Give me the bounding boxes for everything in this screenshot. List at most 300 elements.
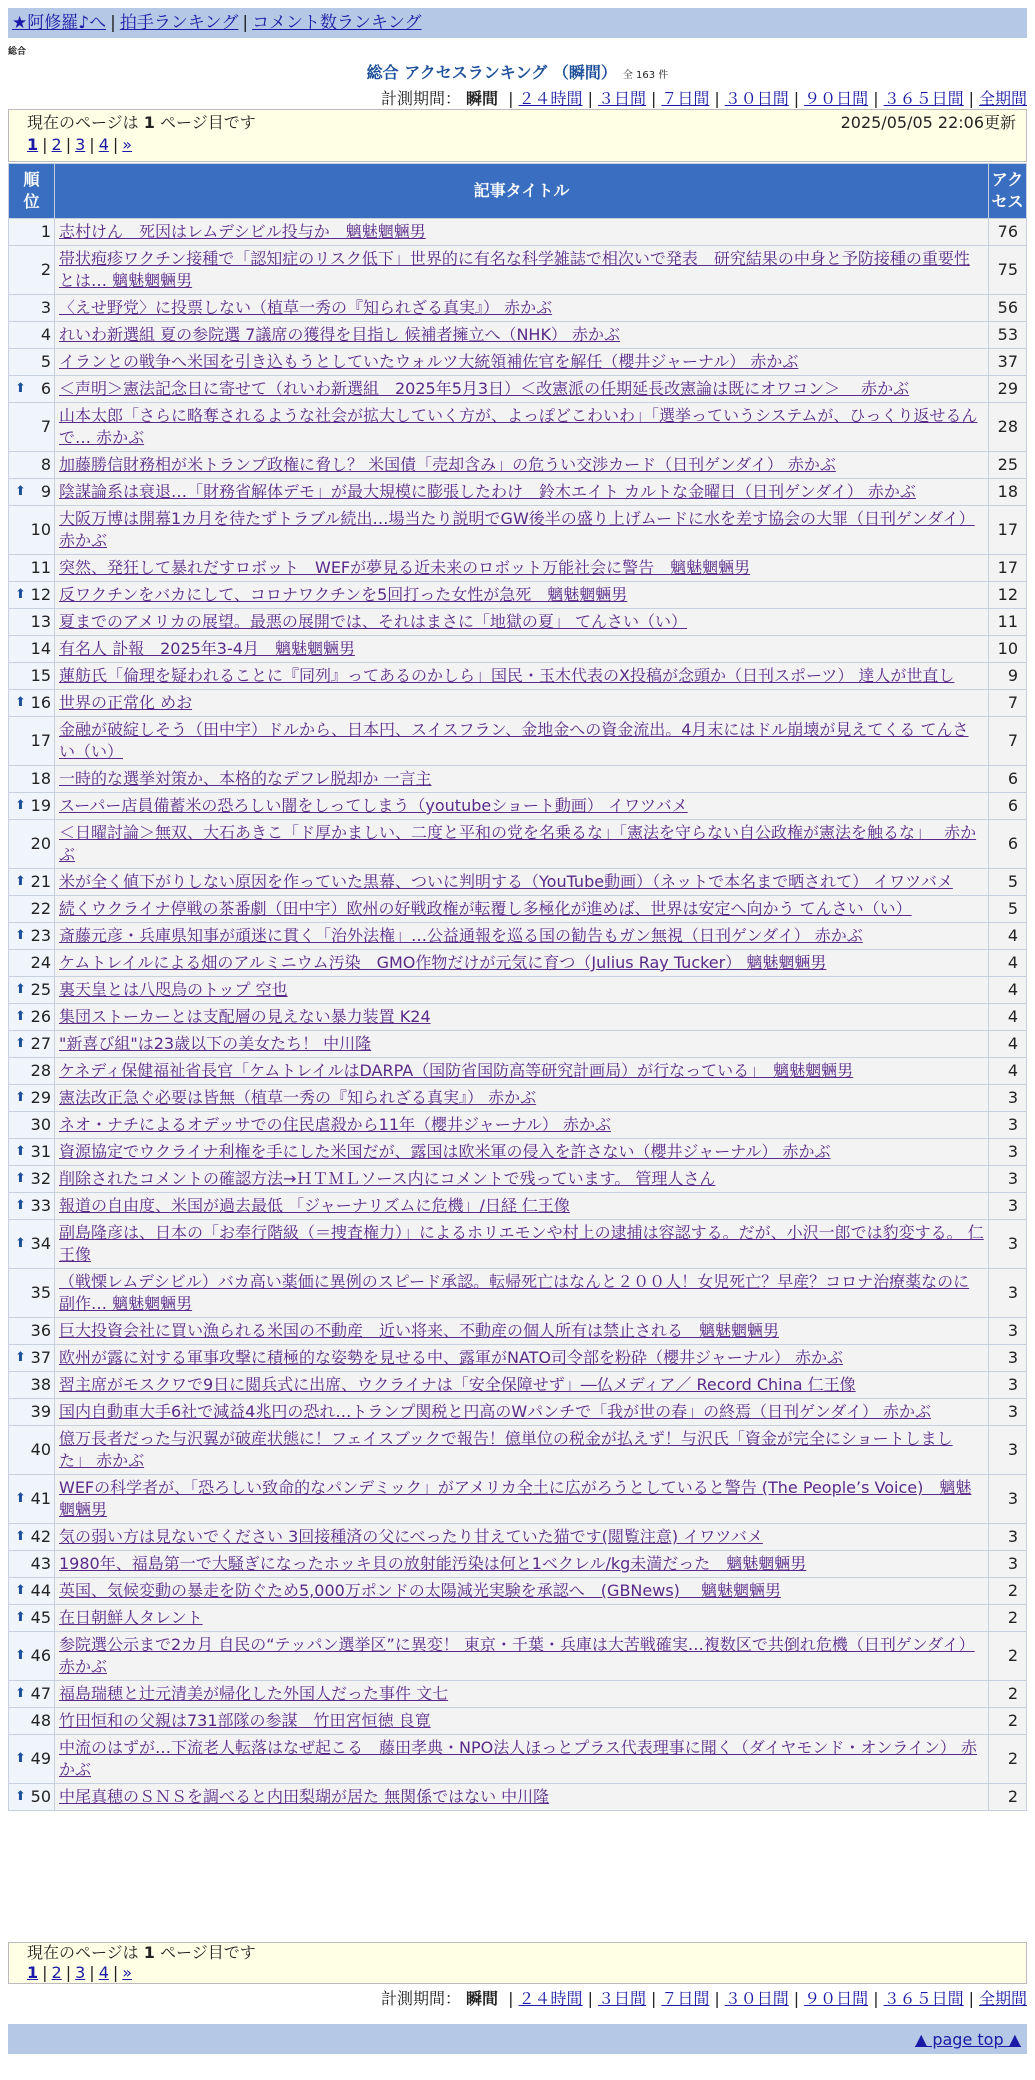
rank-up-arrow-icon: ⬆ (15, 484, 26, 499)
title-cell (55, 246, 989, 295)
article-link[interactable]: 巨大投資会社に買い漁られる米国の不動産 近い将来、不動産の個人所有は禁止される 魑魅魍魎男 (59, 1321, 780, 1340)
rank-cell (9, 479, 55, 506)
rank-cell (9, 977, 55, 1004)
period-link[interactable]: ３０日間 (724, 89, 789, 108)
title-cell (55, 452, 989, 479)
clap-ranking-link[interactable]: 拍手ランキング (119, 13, 239, 33)
access-column-header: アクセス (989, 164, 1027, 219)
rank-up-arrow-icon: ⬆ (15, 1009, 26, 1024)
rank-number: 48 (30, 1711, 51, 1730)
ranking-row (9, 349, 1027, 376)
pager-separator: | (42, 1963, 48, 1982)
rank-number: 19 (30, 796, 51, 815)
ranking-row (9, 717, 1027, 766)
rank-number: 2 (40, 260, 51, 279)
rank-up-arrow-icon: ⬆ (15, 1198, 26, 1213)
article-link[interactable]: ＜声明＞憲法記念日に寄せて（れいわ新選組 2025年5月3日）＜改憲派の任期延長改憲論は既にオワコン＞ 赤かぶ (59, 379, 910, 398)
title-cell (55, 636, 989, 663)
access-count: 56 (989, 295, 1027, 322)
rank-cell (9, 1166, 55, 1193)
title-cell (55, 1524, 989, 1551)
title-cell (55, 609, 989, 636)
access-count: 28 (989, 403, 1027, 452)
page-link-3[interactable]: 3 (75, 1963, 86, 1982)
access-count: 75 (989, 246, 1027, 295)
title-cell (55, 506, 989, 555)
article-link[interactable]: 英国、気候変動の暴走を防ぐため5,000万ポンドの太陽減光実験を承認へ (GBNews) 魑魅魍魎男 (59, 1581, 781, 1600)
rank-up-arrow-icon: ⬆ (15, 928, 26, 943)
rank-up-arrow-icon: ⬆ (15, 1751, 26, 1766)
title-cell (55, 322, 989, 349)
page-link-3[interactable]: 3 (75, 135, 86, 154)
ranking-row (9, 376, 1027, 403)
title-cell (55, 1220, 989, 1269)
rank-number: 35 (30, 1283, 51, 1302)
ranking-row (9, 1524, 1027, 1551)
rank-up-arrow-icon: ⬆ (15, 1350, 26, 1365)
ranking-row (9, 219, 1027, 246)
page-status: 現在のページは 1 ページ目です (27, 1943, 256, 1962)
rank-column-header: 順位 (9, 164, 55, 219)
title-cell (55, 1399, 989, 1426)
article-link[interactable]: 欧州が露に対する軍事攻撃に積極的な姿勢を見せる中、露軍がNATO司令部を粉砕（櫻井ジャーナル） 赤かぶ (59, 1348, 844, 1367)
ranking-row (9, 1058, 1027, 1085)
title-cell (55, 923, 989, 950)
title-cell (55, 1708, 989, 1735)
article-link[interactable]: れいわ新選組 夏の参院選 7議席の獲得を目指し 候補者擁立へ（NHK） 赤かぶ (59, 325, 621, 344)
article-link[interactable]: 副島隆彦は、日本の「お奉行階級（＝捜査権力）」によるホリエモンや村上の逮捕は容認する。だが、小沢一郎では豹変する。 仁王像 (59, 1223, 984, 1264)
ranking-row (9, 1681, 1027, 1708)
ranking-row (9, 950, 1027, 977)
title-cell (55, 376, 989, 403)
title-cell (55, 1345, 989, 1372)
title-cell (55, 869, 989, 896)
rank-number: 17 (30, 731, 51, 750)
article-link[interactable]: 蓮舫氏「倫理を疑われることに『同列』ってあるのかしら」国民・玉木代表のX投稿が念頭か（日刊スポーツ） 達人が世直し (59, 666, 955, 685)
period-link[interactable]: ３６５日間 (883, 89, 964, 108)
rank-cell (9, 636, 55, 663)
rank-number: 28 (30, 1061, 51, 1080)
access-count: 5 (989, 896, 1027, 923)
access-count: 4 (989, 1004, 1027, 1031)
top-nav-bar (8, 8, 1027, 38)
rank-number: 49 (30, 1749, 51, 1768)
next-page-link[interactable]: » (122, 135, 133, 154)
rank-cell (9, 582, 55, 609)
pager-separator: | (89, 135, 95, 154)
page-info-top (8, 109, 1027, 162)
article-link[interactable]: 億万長者だった与沢翼が破産状態に！フェイスブックで報告！億単位の税金が払えず！与沢氏「資金が完全にショートしました」 赤かぶ (59, 1429, 953, 1470)
article-link[interactable]: イランとの戦争へ米国を引き込もうとしていたウォルツ大統領補佐官を解任（櫻井ジャーナル） 赤かぶ (59, 352, 799, 371)
article-link[interactable]: 世界の正常化 めお (59, 693, 193, 712)
updated-timestamp: 2025/05/05 22:06更新 (840, 113, 1016, 132)
page-link-4[interactable]: 4 (98, 135, 109, 154)
next-page-link[interactable]: » (122, 1963, 133, 1982)
article-link[interactable]: ＜日曜討論＞無双、大石あきこ「ド厚かましい、二度と平和の党を名乗るな」「憲法を守らない自公政権が憲法を触るな」 赤かぶ (59, 823, 977, 864)
rank-cell (9, 1085, 55, 1112)
article-link[interactable]: 資源協定でウクライナ利権を手にした米国だが、露国は欧米軍の侵入を許さない（櫻井ジャーナル） 赤かぶ (59, 1142, 831, 1161)
article-link[interactable]: 参院選公示まで2カ月 自民の“テッパン選挙区”に異変！ 東京・千葉・兵庫は大苦戦確実…複数区で共倒れ危機（日刊ゲンダイ） 赤かぶ (59, 1635, 975, 1676)
pager-separator: | (112, 135, 119, 154)
article-link[interactable]: 志村けん 死因はレムデシビル投与か 魑魅魍魎男 (59, 222, 426, 241)
article-link[interactable]: "新喜び組"は23歳以下の美女たち！ 中川隆 (59, 1034, 372, 1053)
ranking-row (9, 1372, 1027, 1399)
title-cell (55, 1031, 989, 1058)
rank-number: 40 (30, 1440, 51, 1459)
rank-cell (9, 1345, 55, 1372)
access-count: 4 (989, 1031, 1027, 1058)
article-link[interactable]: ケムトレイルによる畑のアルミニウム汚染 GMO作物だけが元気に育つ（Julius Ray Tucker） 魑魅魍魎男 (59, 953, 827, 972)
article-link[interactable]: 裏天皇とは八咫烏のトップ 空也 (59, 980, 288, 999)
bottom-bar (8, 2024, 1027, 2054)
rank-number: 3 (40, 298, 51, 317)
page-link-1[interactable]: 1 (27, 1963, 39, 1982)
period-separator: | (793, 89, 800, 108)
rank-cell (9, 663, 55, 690)
rank-cell (9, 690, 55, 717)
rank-number: 33 (30, 1196, 51, 1215)
article-link[interactable]: 夏までのアメリカの展望。最悪の展開では、それはまさに「地獄の夏」 てんさい（い） (59, 612, 687, 631)
period-link[interactable]: ３日間 (597, 1989, 646, 2008)
ranking-row (9, 1345, 1027, 1372)
access-count: 12 (989, 582, 1027, 609)
rank-cell (9, 609, 55, 636)
ranking-row (9, 555, 1027, 582)
total-count: 全 163 件 (622, 70, 669, 81)
access-count: 3 (989, 1318, 1027, 1345)
rank-up-arrow-icon: ⬆ (15, 1648, 26, 1663)
title-cell (55, 950, 989, 977)
rank-cell (9, 1551, 55, 1578)
pagination (27, 1963, 1016, 1983)
rank-number: 22 (30, 899, 51, 918)
article-link[interactable]: 集団ストーカーとは支配層の見えない暴力装置 K24 (59, 1007, 431, 1026)
ranking-row (9, 1426, 1027, 1475)
ranking-row (9, 1269, 1027, 1318)
ranking-row (9, 506, 1027, 555)
nav-separator: | (110, 13, 116, 33)
access-count: 17 (989, 555, 1027, 582)
ranking-row (9, 609, 1027, 636)
title-cell (55, 1681, 989, 1708)
article-link[interactable]: 反ワクチンをバカにして、コロナワクチンを5回打った女性が急死 魑魅魍魎男 (59, 585, 628, 604)
ranking-row (9, 1399, 1027, 1426)
rank-number: 5 (40, 352, 51, 371)
article-link[interactable]: 報道の自由度、米国が過去最低 「ジャーナリズムに危機」/日経 仁王像 (59, 1196, 570, 1215)
rank-number: 27 (30, 1034, 51, 1053)
page-top-link[interactable]: ▲ page top ▲ (914, 2030, 1021, 2049)
period-link[interactable]: ７日間 (661, 89, 710, 108)
period-link[interactable]: ２４時間 (518, 89, 583, 108)
ranking-row (9, 1085, 1027, 1112)
title-cell (55, 1085, 989, 1112)
rank-number: 8 (40, 455, 51, 474)
rank-number: 14 (30, 639, 51, 658)
rank-number: 15 (30, 666, 51, 685)
ranking-row (9, 663, 1027, 690)
access-count: 6 (989, 766, 1027, 793)
period-link[interactable]: ７日間 (661, 1989, 710, 2008)
period-separator: | (714, 89, 720, 108)
ranking-row (9, 1031, 1027, 1058)
rank-cell (9, 1426, 55, 1475)
rank-number: 34 (30, 1234, 51, 1253)
article-link[interactable]: 竹田恒和の父親は731部隊の参謀 竹田宮恒徳 良寛 (59, 1711, 431, 1730)
access-count: 4 (989, 1058, 1027, 1085)
title-cell (55, 582, 989, 609)
article-link[interactable]: （戦慄レムデシビル）バカ高い薬価に異例のスピード承認。転帰死亡はなんと２００人！女児死亡？早産？コロナ治療薬なのに副作… 魑魅魍魎男 (59, 1272, 970, 1313)
article-link[interactable]: 憲法改正急ぐ必要は皆無（植草一秀の『知られざる真実』） 赤かぶ (59, 1088, 537, 1107)
page-info-bottom (8, 1942, 1027, 1984)
rank-up-arrow-icon: ⬆ (15, 587, 26, 602)
title-cell (55, 295, 989, 322)
period-separator: | (508, 89, 514, 108)
title-cell (55, 793, 989, 820)
access-count: 3 (989, 1399, 1027, 1426)
rank-number: 32 (30, 1169, 51, 1188)
access-count: 3 (989, 1269, 1027, 1318)
page-status: 現在のページは 1 ページ目です (27, 113, 256, 132)
article-link[interactable]: 福島瑞穂と辻元清美が帰化した外国人だった事件 文七 (59, 1684, 449, 1703)
article-link[interactable]: 帯状疱疹ワクチン接種で「認知症のリスク低下」世界的に有名な科学雑誌で相次いで発表 研究結果の中身と予防接種の重要性とは… 魑魅魍魎男 (59, 249, 970, 290)
title-cell (55, 1166, 989, 1193)
rank-up-arrow-icon: ⬆ (15, 798, 26, 813)
rank-number: 30 (30, 1115, 51, 1134)
rank-up-arrow-icon: ⬆ (15, 1090, 26, 1105)
rank-up-arrow-icon: ⬆ (15, 1491, 26, 1506)
access-count: 37 (989, 349, 1027, 376)
rank-up-arrow-icon: ⬆ (15, 1036, 26, 1051)
title-cell (55, 1193, 989, 1220)
article-link[interactable]: 一時的な選挙対策か、本格的なデフレ脱却か 一言主 (59, 769, 432, 788)
rank-cell (9, 555, 55, 582)
title-cell (55, 1139, 989, 1166)
ranking-row (9, 1735, 1027, 1784)
rank-number: 47 (30, 1684, 51, 1703)
article-link[interactable]: 金融が破綻しそう（田中宇）ドルから、日本円、スイスフラン、金地金への資金流出。4月末にはドル崩壊が見えてくる てんさい（い） (59, 720, 969, 761)
access-count: 53 (989, 322, 1027, 349)
pager-separator: | (42, 135, 48, 154)
title-cell (55, 1318, 989, 1345)
title-cell (55, 1551, 989, 1578)
access-count: 3 (989, 1220, 1027, 1269)
period-link[interactable]: ９０日間 (804, 89, 869, 108)
article-link[interactable]: WEFの科学者が、「恐ろしい致命的なパンデミック」がアメリカ全土に広がろうとしていると警告 (The People’s Voice) 魑魅魍魎男 (59, 1478, 972, 1519)
rank-number: 29 (30, 1088, 51, 1107)
site-home-link[interactable]: ★阿修羅♪へ (12, 13, 107, 33)
access-count: 11 (989, 609, 1027, 636)
period-separator: | (650, 1989, 657, 2008)
title-cell (55, 1426, 989, 1475)
ranking-row (9, 636, 1027, 663)
rank-cell (9, 1578, 55, 1605)
period-separator: | (968, 89, 974, 108)
rank-cell (9, 1004, 55, 1031)
article-link[interactable]: 加藤勝信財務相が米トランプ政権に脅し？ 米国債「売却含み」の危うい交渉カード（日刊ゲンダイ） 赤かぶ (59, 455, 836, 474)
rank-number: 24 (30, 953, 51, 972)
period-selector-top (381, 86, 1027, 109)
comment-ranking-link[interactable]: コメント数ランキング (252, 13, 422, 33)
article-link[interactable]: 中尾真穂のＳＮＳを調べると内田梨瑚が居た 無関係ではない 中川隆 (59, 1787, 550, 1806)
rank-cell (9, 869, 55, 896)
ranking-row (9, 766, 1027, 793)
article-link[interactable]: 在日朝鮮人タレント (59, 1608, 203, 1627)
page-link-2[interactable]: 2 (51, 135, 62, 154)
access-count: 3 (989, 1112, 1027, 1139)
rank-number: 43 (30, 1554, 51, 1573)
rank-cell (9, 1031, 55, 1058)
rank-number: 16 (30, 693, 51, 712)
access-count: 3 (989, 1345, 1027, 1372)
rank-up-arrow-icon: ⬆ (15, 1789, 26, 1804)
pager-separator: | (112, 1963, 119, 1982)
article-link[interactable]: 〈えせ野党〉に投票しない（植草一秀の『知られざる真実』） 赤かぶ (59, 298, 553, 317)
access-count: 2 (989, 1681, 1027, 1708)
access-count: 3 (989, 1372, 1027, 1399)
ranking-row (9, 1166, 1027, 1193)
article-link[interactable]: 米が全く値下がりしない原因を作っていた黒幕、ついに判明する（YouTube動画）（ネットで本名まで晒されて） イワツバメ (59, 872, 953, 891)
rank-cell (9, 923, 55, 950)
access-count: 2 (989, 1632, 1027, 1681)
rank-cell (9, 452, 55, 479)
article-link[interactable]: 陰謀論系は衰退…「財務省解体デモ」が最大規模に膨張したわけ 鈴木エイト カルトな金曜日（日刊ゲンダイ） 赤かぶ (59, 482, 916, 501)
rank-cell (9, 1475, 55, 1524)
rank-cell (9, 1681, 55, 1708)
article-link[interactable]: 突然、発狂して暴れだすロボット WEFが夢見る近未来のロボット万能社会に警告 魑魅魍魎男 (59, 558, 751, 577)
rank-number: 26 (30, 1007, 51, 1026)
period-separator: | (508, 1989, 514, 2008)
rank-up-arrow-icon: ⬆ (15, 1686, 26, 1701)
title-cell (55, 896, 989, 923)
article-link[interactable]: 斎藤元彦・兵庫県知事が頑迷に貫く「治外法権」…公益通報を巡る国の勧告もガン無視（日刊ゲンダイ） 赤かぶ (59, 926, 863, 945)
access-count: 2 (989, 1578, 1027, 1605)
period-link[interactable]: ２４時間 (518, 1989, 583, 2008)
access-count: 3 (989, 1166, 1027, 1193)
title-cell (55, 690, 989, 717)
rank-number: 10 (30, 520, 51, 539)
rank-number: 20 (30, 834, 51, 853)
rank-cell (9, 219, 55, 246)
period-link[interactable]: ３日間 (597, 89, 646, 108)
rank-cell (9, 950, 55, 977)
article-link[interactable]: 大阪万博は開幕1カ月を待たずトラブル続出…場当たり説明でGW後半の盛り上げムードに水を差す協会の大罪（日刊ゲンダイ） 赤かぶ (59, 509, 975, 550)
article-link[interactable]: 1980年、福島第一で大騒ぎになったホッキ貝の放射能汚染は何と1ベクレル/kg未満だった 魑魅魍魎男 (59, 1554, 807, 1573)
page-title (0, 60, 1035, 83)
title-cell (55, 663, 989, 690)
rank-number: 1 (40, 222, 51, 241)
rank-number: 37 (30, 1348, 51, 1367)
rank-cell (9, 1524, 55, 1551)
page-link-2[interactable]: 2 (51, 1963, 62, 1982)
rank-up-arrow-icon: ⬆ (15, 1529, 26, 1544)
article-link[interactable]: 中流のはずが…下流老人転落はなぜ起こる 藤田孝典・NPO法人ほっとプラス代表理事に聞く（ダイヤモンド・オンライン） 赤かぶ (59, 1738, 978, 1779)
article-link[interactable]: 習主席がモスクワで9日に閲兵式に出席、ウクライナは「安全保障せず」―仏メディア／ Record China 仁王像 (59, 1375, 856, 1394)
rank-number: 42 (30, 1527, 51, 1546)
period-current: 瞬間 (466, 1989, 499, 2008)
access-count: 2 (989, 1735, 1027, 1784)
rank-cell (9, 1112, 55, 1139)
period-link[interactable]: ３６５日間 (883, 1989, 964, 2008)
rank-cell (9, 1632, 55, 1681)
article-link[interactable]: 削除されたコメントの確認方法→ＨＴＭＬソース内にコメントで残っています。 管理人さん (59, 1169, 716, 1188)
ranking-row (9, 977, 1027, 1004)
rank-cell (9, 1708, 55, 1735)
article-link[interactable]: ネオ・ナチによるオデッサでの住民虐殺から11年（櫻井ジャーナル） 赤かぶ (59, 1115, 612, 1134)
period-link[interactable]: 全期間 (978, 1989, 1027, 2008)
rank-cell (9, 1193, 55, 1220)
access-count: 10 (989, 636, 1027, 663)
ranking-row (9, 690, 1027, 717)
period-link[interactable]: ３０日間 (724, 1989, 789, 2008)
rank-cell (9, 1605, 55, 1632)
ranking-row (9, 1220, 1027, 1269)
ranking-row (9, 479, 1027, 506)
pager-separator: | (65, 1963, 72, 1982)
access-count: 2 (989, 1708, 1027, 1735)
rank-cell (9, 1318, 55, 1345)
rank-cell (9, 820, 55, 869)
rank-cell (9, 295, 55, 322)
article-link[interactable]: 山本太郎「さらに略奪されるような社会が拡大していく方が、よっぽどこわいわ」「選挙っていうシステムが、ひっくり返せるんで… 赤かぶ (59, 406, 978, 447)
article-link[interactable]: 国内自動車大手6社で減益4兆円の恐れ…トランプ関税と円高のWパンチで「我が世の春」の終焉（日刊ゲンダイ） 赤かぶ (59, 1402, 931, 1421)
access-count: 3 (989, 1475, 1027, 1524)
title-cell (55, 1578, 989, 1605)
article-link[interactable]: スーパー店員備蓄米の恐ろしい闇をしってしまう（youtubeショート動画） イワツバメ (59, 796, 688, 815)
rank-up-arrow-icon: ⬆ (15, 695, 26, 710)
rank-number: 39 (30, 1402, 51, 1421)
period-link[interactable]: 全期間 (978, 89, 1027, 108)
rank-cell (9, 1139, 55, 1166)
rank-number: 31 (30, 1142, 51, 1161)
period-current: 瞬間 (466, 89, 499, 108)
article-link[interactable]: 気の弱い方は見ないでください 3回接種済の父にべったり甘えていた猫です(閲覧注意) イワツバメ (59, 1527, 763, 1546)
rank-number: 46 (30, 1646, 51, 1665)
period-separator: | (650, 89, 657, 108)
ranking-row (9, 1139, 1027, 1166)
period-link[interactable]: ９０日間 (804, 1989, 869, 2008)
access-count: 6 (989, 820, 1027, 869)
page-link-4[interactable]: 4 (98, 1963, 109, 1982)
access-count: 3 (989, 1139, 1027, 1166)
period-separator: | (873, 89, 879, 108)
rank-number: 6 (40, 379, 51, 398)
title-cell (55, 403, 989, 452)
article-link[interactable]: 続くウクライナ停戦の茶番劇（田中宇）欧州の好戦政権が転覆し多極化が進めば、世界は安定へ向かう てんさい（い） (59, 899, 912, 918)
page-title-text: 総合 アクセスランキング （瞬間） (366, 63, 617, 82)
article-link[interactable]: ケネディ保健福祉省長官「ケムトレイルはDARPA（国防省国防高等研究計画局）が行なっている」 魑魅魍魎男 (59, 1061, 854, 1080)
rank-cell (9, 766, 55, 793)
ranking-row (9, 582, 1027, 609)
period-selector-bottom (381, 1986, 1027, 2009)
pager-separator: | (89, 1963, 95, 1982)
ranking-row (9, 923, 1027, 950)
title-cell (55, 977, 989, 1004)
rank-up-arrow-icon: ⬆ (15, 1583, 26, 1598)
rank-up-arrow-icon: ⬆ (15, 982, 26, 997)
rank-cell (9, 717, 55, 766)
title-cell (55, 1784, 989, 1811)
title-cell (55, 1269, 989, 1318)
ranking-row (9, 452, 1027, 479)
access-count: 6 (989, 793, 1027, 820)
article-link[interactable]: 有名人 訃報 2025年3-4月 魑魅魍魎男 (59, 639, 355, 658)
rank-up-arrow-icon: ⬆ (15, 1236, 26, 1251)
rank-cell (9, 349, 55, 376)
rank-cell (9, 1372, 55, 1399)
title-cell (55, 1632, 989, 1681)
pagination (27, 134, 1016, 156)
page-link-1[interactable]: 1 (27, 135, 39, 154)
